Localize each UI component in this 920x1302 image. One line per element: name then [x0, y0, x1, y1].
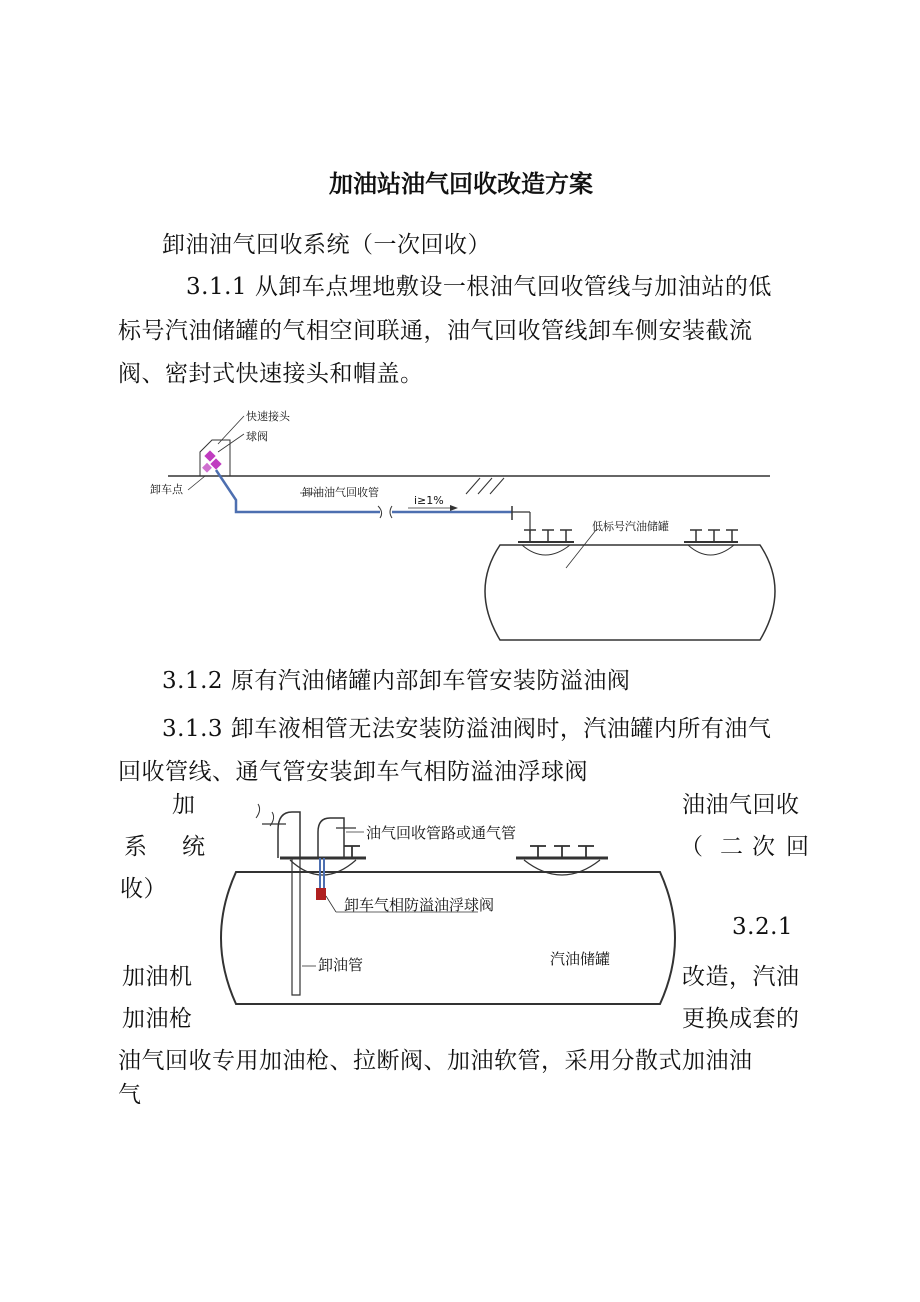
paragraph-line: 回收管线、通气管安装卸车气相防溢油浮球阀: [118, 759, 588, 785]
label-quick-connector: 快速接头: [246, 410, 290, 423]
paragraph-line: 3.1.2 原有汽油储罐内部卸车管安装防溢油阀: [162, 668, 631, 694]
text-fragment: 改造，汽油: [682, 964, 800, 990]
label-unload-pipe: 卸油管: [318, 956, 364, 974]
label-low-grade-tank: 低标号汽油储罐: [592, 520, 669, 533]
text-fragment: 3.2.1: [732, 914, 794, 940]
label-unload-point: 卸车点: [150, 483, 183, 496]
text-fragment: 加油枪: [122, 1006, 193, 1032]
text-fragment: 加: [172, 792, 196, 818]
float-valve-icon: [316, 888, 326, 900]
text-fragment: 次: [752, 834, 776, 860]
text-fragment: 回: [786, 834, 810, 860]
text-fragment: 更换成套的: [682, 1006, 800, 1032]
label-float-valve: 卸车气相防溢油浮球阀: [344, 896, 495, 914]
paragraph-line: 3.1.3 卸车液相管无法安装防溢油阀时，汽油罐内所有油气: [162, 716, 772, 742]
paragraph-line: 油气回收专用加油枪、拉断阀、加油软管，采用分散式加油油: [118, 1048, 753, 1074]
paragraph-line: 阀、密封式快速接头和帽盖。: [118, 361, 424, 387]
paragraph-line: 标号汽油储罐的气相空间联通，油气回收管线卸车侧安装截流: [118, 318, 753, 344]
text-fragment: 油油气回收: [682, 792, 800, 818]
label-recovery-pipe: 卸油油气回收管: [302, 486, 379, 499]
paragraph-line: 气: [118, 1082, 142, 1108]
text-fragment: 加油机: [122, 964, 193, 990]
section-heading: 卸油油气回收系统（一次回收）: [162, 232, 491, 258]
text-fragment: 二: [720, 834, 744, 860]
page-title: 加油站油气回收改造方案: [329, 169, 593, 198]
text-fragment: 收）: [120, 876, 167, 902]
paragraph-line: 3.1.1 从卸车点埋地敷设一根油气回收管线与加油站的低: [186, 274, 772, 300]
label-ball-valve: 球阀: [246, 430, 268, 443]
label-gasoline-tank: 汽油储罐: [550, 950, 611, 968]
text-fragment: 系: [124, 834, 148, 860]
label-vent-pipe: 油气回收管路或通气管: [366, 824, 517, 842]
text-fragment: 统: [182, 834, 206, 860]
label-slope: i≥1%: [414, 494, 444, 507]
text-fragment: （: [680, 834, 704, 860]
